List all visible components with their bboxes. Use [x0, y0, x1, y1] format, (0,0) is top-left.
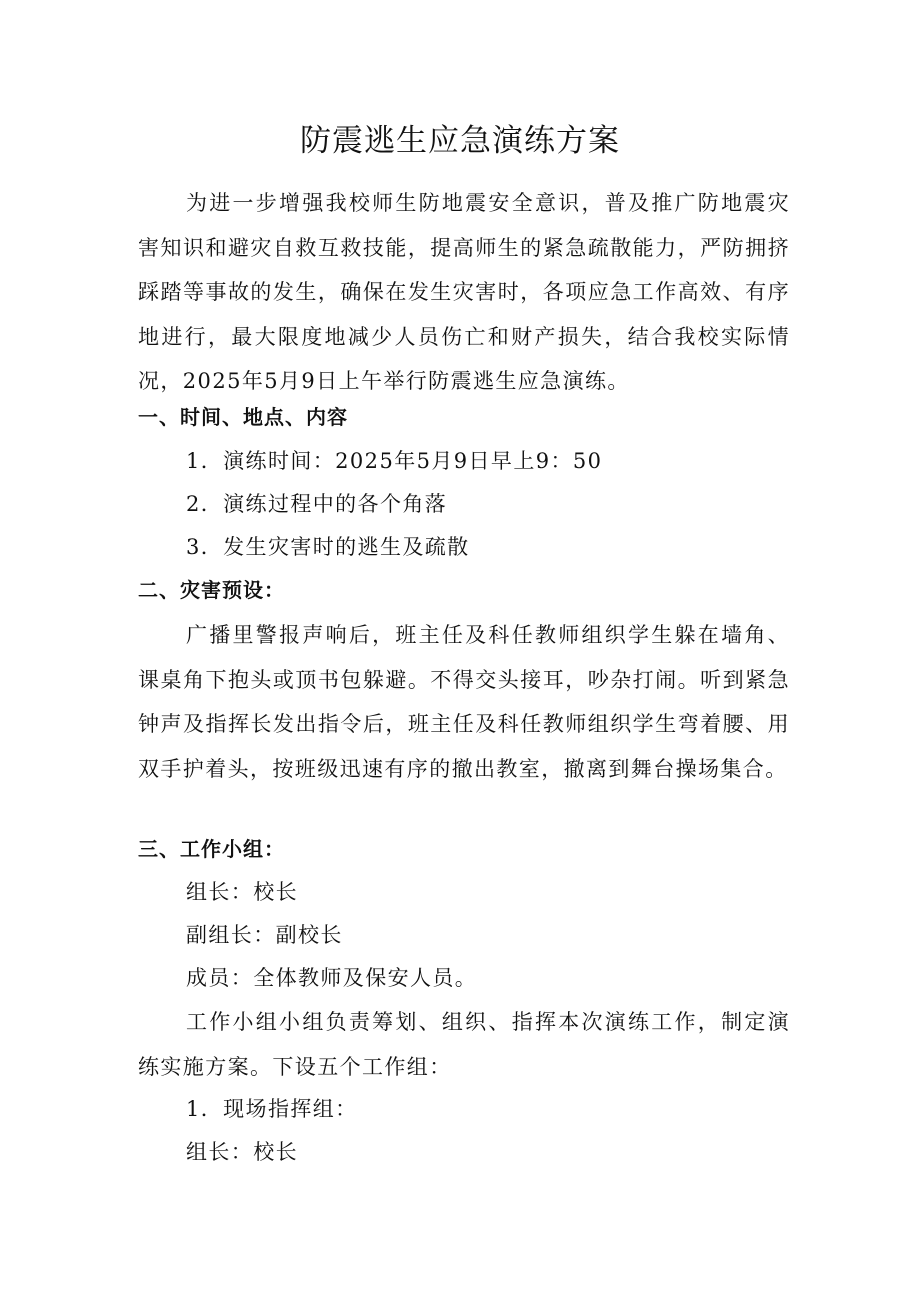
document-title: 防震逃生应急演练方案	[300, 123, 620, 159]
list-item-drill-content: 3．发生灾害时的逃生及疏散	[186, 535, 470, 559]
sub-group-heading-onsite-command: 1．现场指挥组：	[186, 1097, 358, 1121]
section-heading-disaster-scenario: 二、灾害预设：	[138, 578, 285, 602]
group-deputy-line: 副组长：副校长	[186, 923, 343, 947]
section-heading-time-place-content: 一、时间、地点、内容	[138, 405, 348, 429]
disaster-scenario-paragraph: 广播里警报声响后，班主任及科任教师组织学生躲在墙角、课桌角下抱头或顶书包躲避。不得交头接耳，吵杂打闹。听到紧急钟声及指挥长发出指令后，班主任及科任教师组织学生弯着腰、用双手护着头，按班级迅速有序的撤出教室，撤离到舞台操场集合。	[138, 623, 790, 781]
work-group-paragraph: 工作小组小组负责筹划、组织、指挥本次演练工作，制定演练实施方案。下设五个工作组：	[138, 1010, 790, 1079]
section-heading-work-group: 三、工作小组：	[138, 837, 285, 861]
group-members-line: 成员：全体教师及保安人员。	[186, 966, 478, 990]
list-item-drill-location: 2．演练过程中的各个角落	[186, 492, 448, 516]
sub-group-leader-line: 组长：校长	[186, 1140, 298, 1164]
intro-paragraph: 为进一步增强我校师生防地震安全意识，普及推广防地震灾害知识和避灾自救互救技能，提高师生的紧急疏散能力，严防拥挤踩踏等事故的发生，确保在发生灾害时，各项应急工作高效、有序地进行，最大限度地减少人员伤亡和财产损失，结合我校实际情况，2025年5月9日上午举行防震逃生应急演练。	[138, 191, 790, 394]
group-leader-line: 组长：校长	[186, 880, 298, 904]
list-item-drill-time: 1．演练时间：2025年5月9日早上9：50	[186, 449, 603, 473]
